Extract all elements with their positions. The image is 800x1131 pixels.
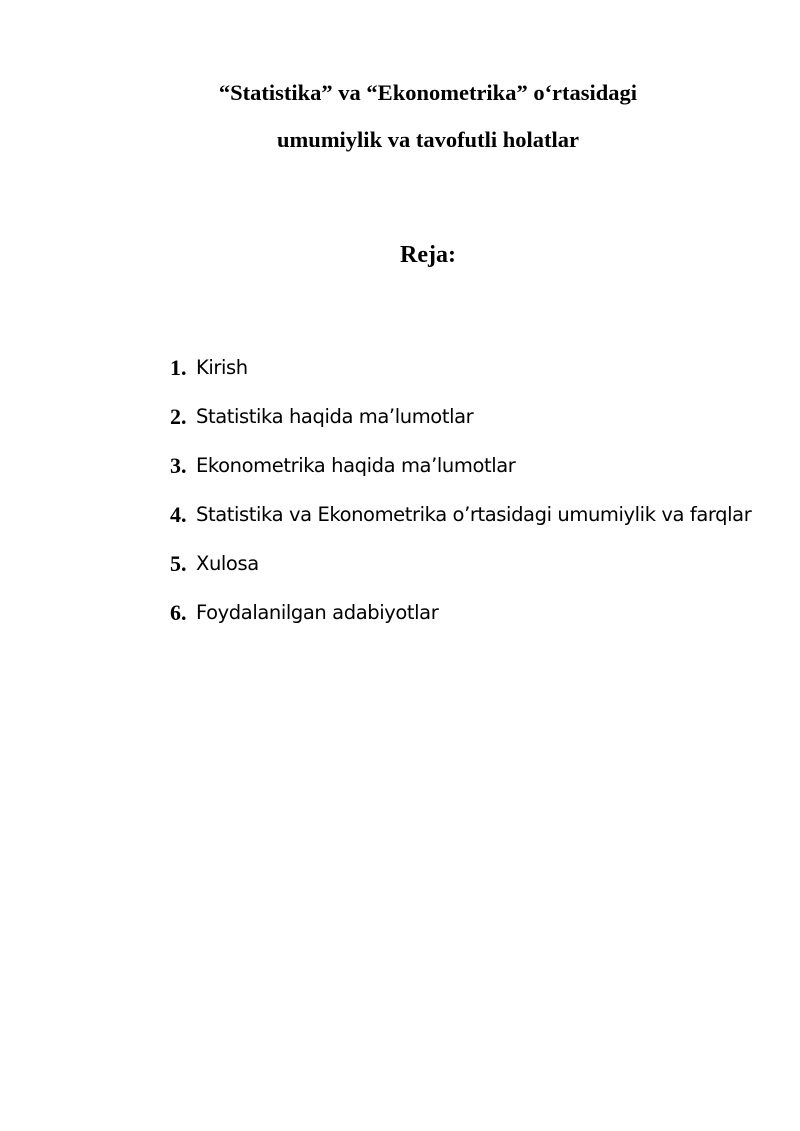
plan-item-number: 6.: [170, 600, 187, 625]
document-title-line-2: umumiylik va tavofutli holatlar: [277, 127, 579, 152]
plan-item-text: Foydalanilgan adabiyotlar: [196, 601, 439, 624]
plan-item-1: [170, 343, 770, 392]
plan-list: [170, 343, 770, 637]
plan-item-3: [170, 441, 770, 490]
plan-item-5: [170, 539, 770, 588]
plan-item-2: [170, 392, 770, 441]
plan-item-number: 1.: [170, 355, 187, 380]
plan-item-6: [170, 588, 770, 637]
plan-item-text: Ekonometrika haqida ma’lumotlar: [196, 454, 516, 477]
document-title-line-1: “Statistika” va “Ekonometrika” o‘rtasidagi: [218, 80, 638, 105]
plan-item-number: 2.: [170, 404, 187, 429]
plan-item-text: Statistika va Ekonometrika o’rtasidagi umumiylik va farqlar: [196, 503, 752, 526]
plan-item-4: [170, 490, 770, 539]
plan-item-number: 5.: [170, 551, 187, 576]
plan-item-text: Xulosa: [196, 552, 259, 575]
plan-item-text: Kirish: [196, 356, 248, 379]
plan-heading: Reja:: [400, 242, 456, 268]
plan-item-number: 3.: [170, 453, 187, 478]
plan-item-number: 4.: [170, 502, 187, 527]
plan-item-text: Statistika haqida ma’lumotlar: [196, 405, 474, 428]
